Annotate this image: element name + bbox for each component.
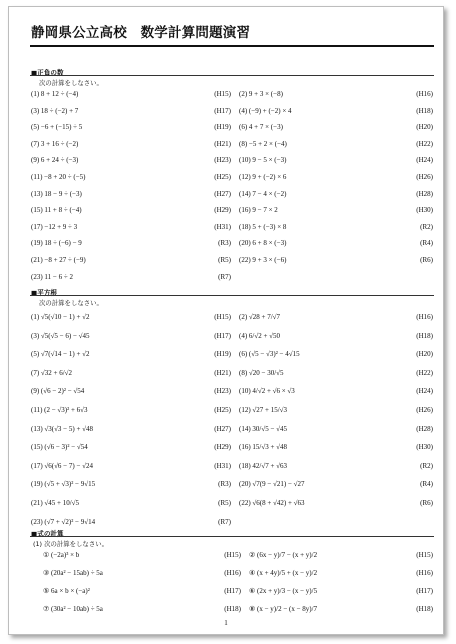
problem-right: (6) (√5 − √3)² − 4√15	[239, 350, 300, 359]
problem-right: (4) 6/√2 + √50	[239, 331, 280, 340]
source-code-left: (H17)	[214, 106, 231, 115]
problem-left: (19) (√5 + √3)² − 9√15	[31, 480, 96, 489]
source-code-right: (H26)	[416, 406, 433, 414]
problem-row	[31, 349, 435, 359]
source-code-right: (H16)	[416, 569, 433, 577]
source-code-left: (H19)	[214, 350, 231, 359]
problem-left: (9) (√6 − 2)² − √54	[31, 387, 85, 396]
problem-left: (3) √5(√5 − 6) − √45	[31, 331, 90, 340]
problem-row	[31, 122, 435, 132]
problem-right: (10) 4/√2 + √6 × √3	[239, 387, 295, 396]
source-code-right: (H18)	[416, 605, 433, 613]
source-code-right: (R2)	[420, 461, 433, 470]
source-code-right: (H24)	[416, 387, 433, 396]
problem-row	[31, 517, 435, 527]
source-code-right: (R4)	[420, 239, 433, 248]
section-instruction: (1) 次の計算をしなさい。	[33, 540, 108, 548]
problem-row	[31, 604, 435, 614]
problem-left: (13) √3(√3 − 5) + √48	[31, 424, 93, 433]
source-code-left: (H21)	[214, 139, 231, 148]
source-code-left: (H25)	[214, 173, 231, 181]
problem-right: (4) (−9) + (−2) × 4	[239, 106, 292, 115]
source-code-left: (R7)	[218, 517, 231, 526]
section-heading-square-roots: ■平方根	[31, 289, 58, 297]
problem-left: (9) 6 + 24 ÷ (−3)	[31, 156, 79, 165]
source-code-left: (H27)	[214, 189, 231, 198]
problem-right: (8) √20 − 30/√5	[239, 368, 284, 377]
problem-row	[31, 442, 435, 452]
source-code-left: (H29)	[214, 206, 231, 215]
problem-row	[31, 312, 435, 322]
source-code-left: (H15)	[214, 313, 231, 321]
problem-left: ① (−2a)³ × b	[43, 551, 80, 559]
problem-left: (7) 3 + 16 ÷ (−2)	[31, 139, 79, 148]
problem-row	[31, 331, 435, 341]
problem-left: (3) 18 ÷ (−2) + 7	[31, 106, 79, 115]
source-code-right: (H30)	[416, 206, 433, 215]
problem-row	[31, 568, 435, 578]
problem-right: (2) √28 + 7/√7	[239, 313, 280, 321]
problem-row	[31, 255, 435, 265]
problem-right: ⑧ (x − y)/2 − (x − 8y)/7	[249, 605, 318, 613]
problem-right: (16) 9 − 7 × 2	[239, 206, 278, 215]
problem-right: (20) 6 + 8 × (−3)	[239, 239, 287, 248]
source-code-left: (H31)	[214, 222, 231, 231]
problem-right: (14) 30/√5 − √45	[239, 424, 287, 433]
source-code-right: (H28)	[416, 189, 433, 198]
problem-left: (19) 18 ÷ (−6) − 9	[31, 239, 82, 248]
problem-left: ⑤ 6a × b × (−a)²	[43, 587, 90, 595]
source-code-left: (H21)	[214, 368, 231, 377]
problem-row	[31, 586, 435, 596]
source-code-right: (H28)	[416, 424, 433, 433]
source-code-right: (H16)	[416, 313, 433, 321]
problem-right: ② (6x − y)/7 − (x + y)/2	[249, 551, 318, 559]
source-code-left: (H19)	[214, 123, 231, 132]
source-code-left: (H18)	[224, 605, 241, 613]
source-code-right: (H20)	[416, 123, 433, 132]
problem-left: (15) (√6 − 3)² − √54	[31, 443, 88, 452]
problem-right: (6) 4 + 7 × (−3)	[239, 123, 283, 132]
source-code-right: (H16)	[416, 90, 433, 98]
source-code-left: (H23)	[214, 387, 231, 396]
source-code-left: (H27)	[214, 424, 231, 433]
source-code-right: (H30)	[416, 443, 433, 452]
problem-row	[31, 139, 435, 149]
problem-right: (20) √7(9 − √21) − √27	[239, 480, 305, 489]
source-code-right: (R4)	[420, 480, 433, 489]
source-code-left: (R7)	[218, 272, 231, 281]
section-rule	[30, 536, 434, 537]
problem-right: (8) −5 + 2 × (−4)	[239, 139, 287, 148]
problem-left: (17) √6(√6 − 7) − √24	[31, 461, 93, 470]
problem-left: (23) (√7 + √2)² − 9√14	[31, 517, 96, 526]
problem-left: (11) −8 + 20 ÷ (−5)	[31, 173, 86, 181]
source-code-right: (H22)	[416, 368, 433, 377]
source-code-left: (H16)	[224, 569, 241, 577]
section-rule	[30, 75, 434, 76]
problem-right: (2) 9 + 3 × (−8)	[239, 90, 283, 98]
source-code-left: (H29)	[214, 443, 231, 452]
source-code-right: (R2)	[420, 222, 433, 231]
source-code-left: (H17)	[214, 331, 231, 340]
source-code-right: (H22)	[416, 139, 433, 148]
source-code-right: (H18)	[416, 331, 433, 340]
problem-row	[31, 106, 435, 116]
section-instruction: 次の計算をしなさい。	[39, 299, 103, 307]
problem-right: (22) 9 + 3 × (−6)	[239, 256, 287, 264]
source-code-left: (H17)	[224, 587, 241, 595]
page-number: 1	[224, 619, 228, 627]
problem-left: (7) √32 + 6/√2	[31, 368, 72, 377]
source-code-right: (H17)	[416, 587, 433, 595]
problem-right: (22) √6(8 + √42) + √63	[239, 499, 305, 507]
source-code-right: (R6)	[420, 499, 433, 507]
problem-left: (17) −12 + 9 ÷ 3	[31, 222, 78, 231]
source-code-left: (R5)	[218, 499, 231, 507]
problem-row	[31, 424, 435, 434]
problem-right: (16) 15/√3 + √48	[239, 443, 287, 452]
problem-row	[31, 386, 435, 396]
title-underline	[30, 45, 434, 47]
section-instruction: 次の計算をしなさい。	[39, 79, 103, 87]
problem-left: (21) −8 + 27 ÷ (−9)	[31, 256, 86, 264]
problem-row	[31, 222, 435, 232]
problem-row	[31, 479, 435, 489]
problem-row	[31, 405, 435, 415]
problem-left: (5) √7(√14 − 1) + √2	[31, 350, 90, 359]
problem-left: (5) −6 + (−15) ÷ 5	[31, 123, 83, 132]
problem-right: (18) 42/√7 + √63	[239, 461, 287, 470]
source-code-right: (H24)	[416, 156, 433, 165]
problem-right: (14) 7 − 4 × (−2)	[239, 189, 287, 198]
problem-right: ④ (x + 4y)/5 + (x − y)/2	[249, 569, 318, 577]
problem-left: (23) 11 − 6 ÷ 2	[31, 272, 73, 281]
problem-right: (18) 5 + (−3) × 8	[239, 222, 287, 231]
source-code-left: (R3)	[218, 239, 231, 248]
problem-row	[31, 498, 435, 508]
problem-row	[31, 368, 435, 378]
section-heading-integers: ■正負の数	[31, 69, 64, 77]
source-code-left: (H23)	[214, 156, 231, 165]
section-rule	[30, 295, 434, 296]
problem-row	[31, 155, 435, 165]
problem-row	[31, 550, 435, 560]
problem-row	[31, 461, 435, 471]
page-title: 静岡県公立高校 数学計算問題演習	[31, 25, 251, 41]
source-code-left: (H15)	[214, 90, 231, 98]
problem-left: (11) (2 − √3)² + 6√3	[31, 406, 88, 414]
source-code-left: (R3)	[218, 480, 231, 489]
problem-row	[31, 205, 435, 215]
problem-row	[31, 189, 435, 199]
source-code-left: (H31)	[214, 461, 231, 470]
source-code-right: (H15)	[416, 551, 433, 559]
section-heading-expressions: ■式の計算	[31, 530, 64, 538]
source-code-right: (H18)	[416, 106, 433, 115]
problem-left: (21) √45 + 10/√5	[31, 499, 79, 507]
problem-row	[31, 238, 435, 248]
source-code-left: (R5)	[218, 256, 231, 264]
source-code-right: (R6)	[420, 256, 433, 264]
problem-left: (13) 18 − 9 ÷ (−3)	[31, 189, 82, 198]
problem-left: (1) 8 + 12 ÷ (−4)	[31, 90, 79, 98]
problem-row	[31, 272, 435, 282]
problem-right: (12) √27 + 15/√3	[239, 406, 287, 414]
source-code-right: (H26)	[416, 173, 433, 181]
problem-right: (10) 9 − 5 × (−3)	[239, 156, 287, 165]
problem-row	[31, 89, 435, 99]
problem-left: (15) 11 + 8 ÷ (−4)	[31, 206, 82, 215]
problem-left: (1) √5(√10 − 1) + √2	[31, 313, 90, 321]
problem-row	[31, 172, 435, 182]
problem-right: ⑥ (2x + y)/3 − (x − y)/5	[249, 587, 318, 595]
source-code-right: (H20)	[416, 350, 433, 359]
source-code-left: (H15)	[224, 551, 241, 559]
problem-left: ③ (20a² − 15ab) ÷ 5a	[43, 569, 103, 577]
problem-right: (12) 9 + (−2) × 6	[239, 173, 287, 181]
worksheet-page	[8, 6, 444, 635]
problem-left: ⑦ (30a² − 10ab) ÷ 5a	[43, 605, 103, 613]
source-code-left: (H25)	[214, 406, 231, 414]
